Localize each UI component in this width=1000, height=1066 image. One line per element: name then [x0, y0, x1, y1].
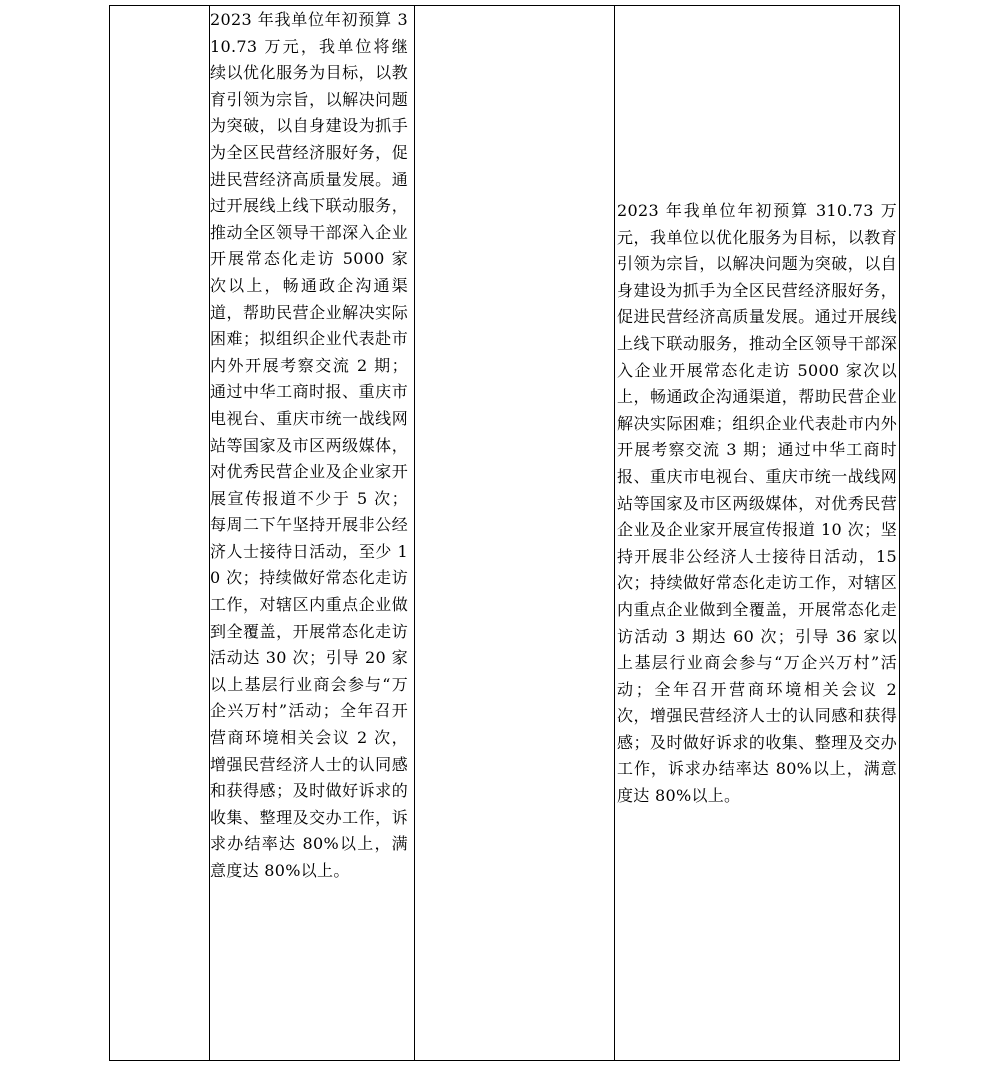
table-cell-actual-completion: 2023 年我单位年初预算 310.73 万元，我单位以优化服务为目标，以教育引领为宗旨，以解决问题为突破，以自身建设为抓手为全区民营经济服好务，促进民营经济高质量发展。通过开展线上线下联动服务，推动全区领导干部深入企业开展常态化走访 5000 家次以上，畅通政企沟通渠道，帮助民营企业解决实际困难；组织企业代表赴市内外开展考察交流 3 期；通过中华工商时报、重庆市电视台、重庆市统一战线网站等国家及市区两级媒体，对优秀民营企业及企业家开展宣传报道 10 次；坚持开展非公经济人士接待日活动，15 次；持续做好常态化走访工作，对辖区内重点企业做到全覆盖，开展常态化走访活动 3 期达 60 次；引导 36 家以上基层行业商会参与“万企兴万村”活动；全年召开营商环境相关会议 2 次，增强民营经济人士的认同感和获得感；及时做好诉求的收集、整理及交办工作，诉求办结率达 80%以上，满意度达 80%以上。 [617, 201, 897, 806]
column-divider-2 [414, 6, 415, 1060]
column-divider-3 [614, 6, 615, 1060]
budget-table [109, 5, 900, 1061]
table-cell-planned-budget: 2023 年我单位年初预算 310.73 万元，我单位将继续以优化服务为目标，以教育引领为宗旨，以解决问题为突破，以自身建设为抓手为全区民营经济服好务，促进民营经济高质量发展。通过开展线上线下联动服务，推动全区领导干部深入企业开展常态化走访 5000 家次以上，畅通政企沟通渠道，帮助民营企业解决实际困难；拟组织企业代表赴市内外开展考察交流 2 期；通过中华工商时报、重庆市电视台、重庆市统一战线网站等国家及市区两级媒体，对优秀民营企业及企业家开展宣传报道不少于 5 次；每周二下午坚持开展非公经济人士接待日活动，至少 10 次；持续做好常态化走访工作，对辖区内重点企业做到全覆盖，开展常态化走访活动达 30 次；引导 20 家以上基层行业商会参与“万企兴万村”活动；全年召开营商环境相关会议 2 次，增强民营经济人士的认同感和获得感；及时做好诉求的收集、整理及交办工作，诉求办结率达 80%以上，满意度达 80%以上。 [210, 10, 408, 880]
